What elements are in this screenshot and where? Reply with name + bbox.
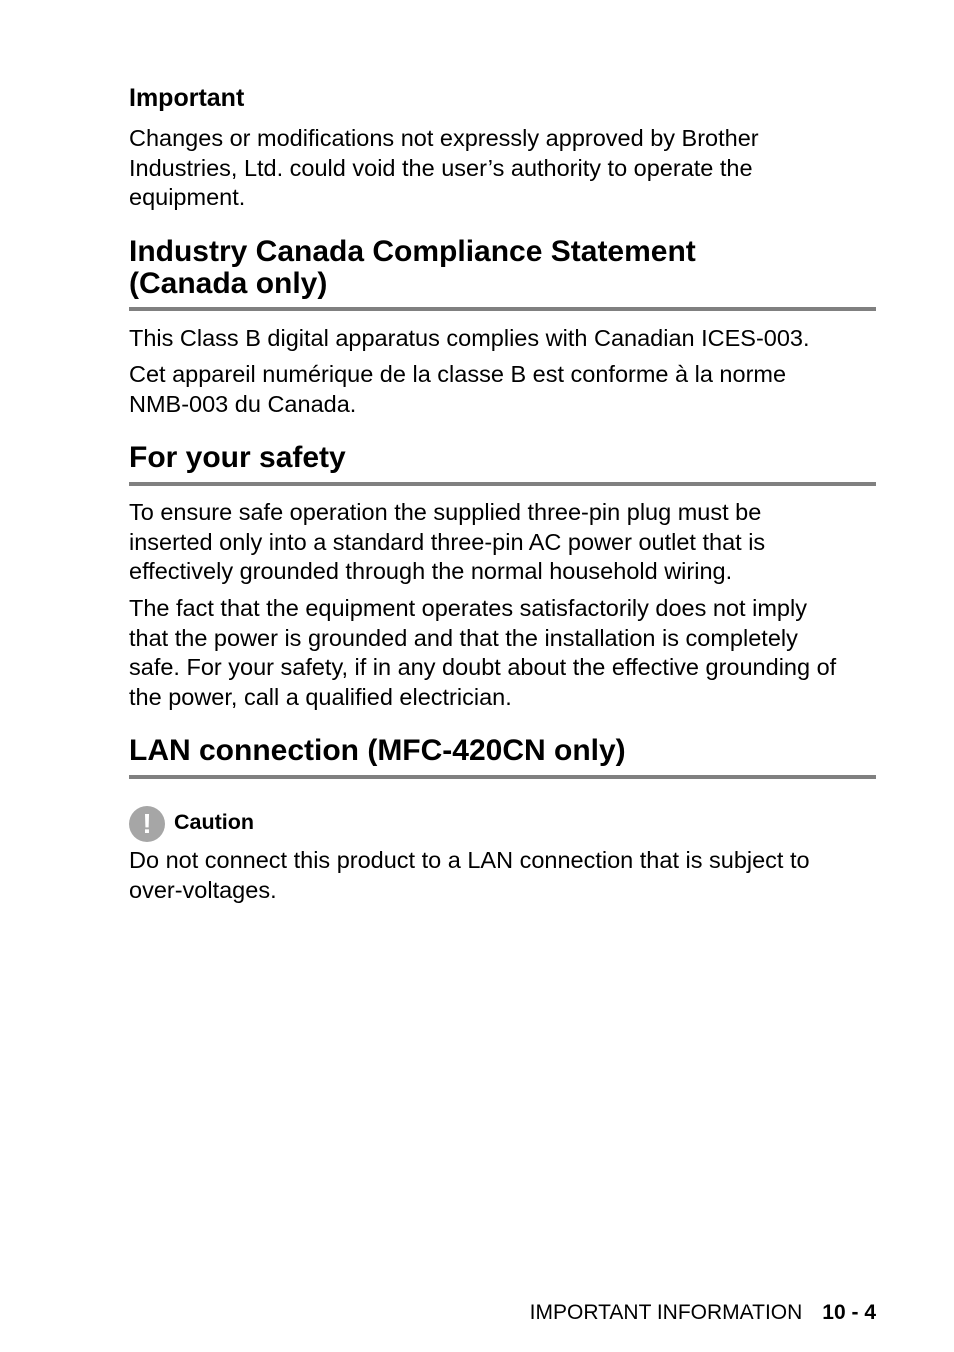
footer-page-number: 10 - 4 xyxy=(822,1301,876,1324)
important-text xyxy=(129,124,876,213)
footer-section-name: IMPORTANT INFORMATION xyxy=(529,1301,803,1324)
safety-section-rule xyxy=(129,482,876,486)
canada-para-2-line: Cet appareil numérique de la classe B est conforme à la norme xyxy=(129,361,787,387)
canada-title-line: (Canada only) xyxy=(129,267,328,300)
canada-para-2 xyxy=(129,360,876,419)
important-text-line: Industries, Ltd. could void the user’s authority to operate the xyxy=(129,154,753,181)
canada-title-line: Industry Canada Compliance Statement xyxy=(129,235,696,268)
canada-para-2-line: NMB-003 du Canada. xyxy=(129,390,357,417)
safety-para-1 xyxy=(129,498,876,587)
safety-para-1-line: To ensure safe operation the supplied three-pin plug must be xyxy=(129,499,762,525)
important-heading: Important xyxy=(129,84,245,112)
page-footer xyxy=(530,1300,876,1326)
safety-section-title: For your safety xyxy=(129,441,346,474)
safety-para-2 xyxy=(129,594,876,712)
important-text-line: equipment. xyxy=(129,184,246,210)
safety-para-1-line: inserted only into a standard three-pin AC power outlet that is xyxy=(129,528,766,555)
canada-section-title xyxy=(129,236,876,300)
canada-section-rule xyxy=(129,307,876,311)
safety-para-2-line: that the power is grounded and that the installation is completely xyxy=(129,624,798,651)
exclamation-glyph: ! xyxy=(142,808,152,839)
lan-caution-text-line: over-voltages. xyxy=(129,876,277,903)
exclamation-icon xyxy=(129,806,165,842)
lan-caution-text xyxy=(129,846,876,905)
safety-para-2-line: the power, call a qualified electrician. xyxy=(129,683,512,710)
lan-caution-text-line: Do not connect this product to a LAN connection that is subject to xyxy=(129,847,810,873)
lan-section-rule xyxy=(129,775,876,779)
important-text-line: Changes or modifications not expressly approved by Brother xyxy=(129,125,759,151)
safety-para-1-line: effectively grounded through the normal household wiring. xyxy=(129,558,733,584)
caution-label: Caution xyxy=(174,810,255,834)
lan-section-title: LAN connection (MFC-420CN only) xyxy=(129,734,626,767)
safety-para-2-line: safe. For your safety, if in any doubt about the effective grounding of xyxy=(129,654,837,680)
safety-para-2-line: The fact that the equipment operates satisfactorily does not imply xyxy=(129,595,807,621)
canada-para-1: This Class B digital apparatus complies with Canadian ICES-003. xyxy=(129,325,810,351)
